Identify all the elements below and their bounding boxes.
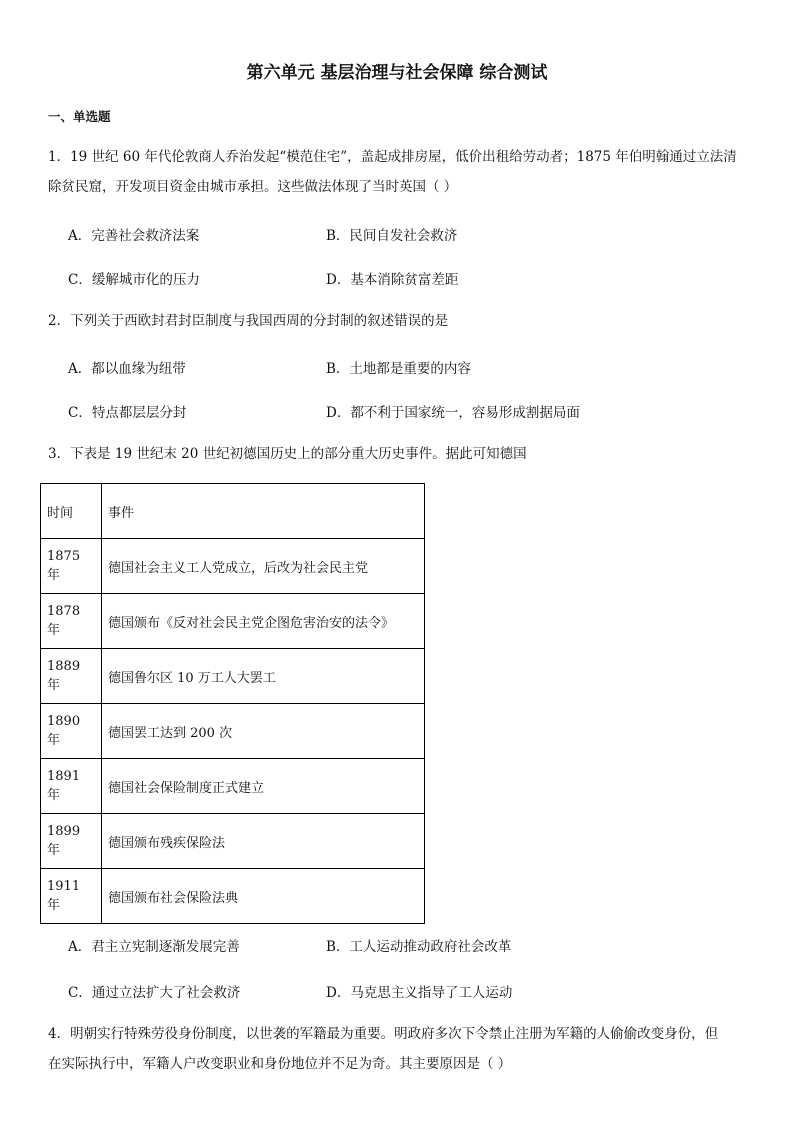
question-1-line-2: 除贫民窟，开发项目资金由城市承担。这些做法体现了当时英国（ ）: [48, 179, 458, 195]
table-cell-event: 德国社会主义工人党成立，后改为社会民主党: [102, 539, 425, 594]
question-2-option-c: C．特点都层层分封: [68, 405, 187, 421]
table-cell-event: 德国鲁尔区 10 万工人大罢工: [102, 649, 425, 704]
table-cell-event: 德国颁布《反对社会民主党企图危害治安的法令》: [102, 594, 425, 649]
table-cell-year: 1899 年: [41, 814, 102, 869]
table-header-row: [41, 484, 425, 539]
table-cell-event: 德国颁布社会保险法典: [102, 869, 425, 924]
table-row: [41, 759, 425, 814]
table-row: [41, 649, 425, 704]
table-cell-year: 1889 年: [41, 649, 102, 704]
question-1-stem: [48, 142, 748, 202]
question-3-option-a: A．君主立宪制逐渐发展完善: [68, 939, 240, 955]
section-heading: 一、单选题: [48, 109, 111, 124]
table-cell-year: 1911 年: [41, 869, 102, 924]
table-cell-event: 德国颁布残疾保险法: [102, 814, 425, 869]
table-cell-year: 1891 年: [41, 759, 102, 814]
table-row: [41, 704, 425, 759]
question-3-option-d: D．马克思主义指导了工人运动: [326, 985, 513, 1001]
table-cell-year: 1878 年: [41, 594, 102, 649]
question-4-line-2: 在实际执行中，军籍人户改变职业和身份地位并不足为奇。其主要原因是（ ）: [48, 1056, 512, 1072]
question-4-line-1: 4．明朝实行特殊劳役身份制度，以世袭的军籍最为重要。明政府多次下令禁止注册为军籍的人偷偷改变身份，但: [48, 1026, 719, 1042]
table-header-cell: 事件: [102, 484, 425, 539]
table-cell-event: 德国社会保险制度正式建立: [102, 759, 425, 814]
question-2-option-b: B．土地都是重要的内容: [326, 361, 471, 377]
table-row: [41, 539, 425, 594]
question-3-option-b: B．工人运动推动政府社会改革: [326, 939, 512, 955]
table-row: [41, 869, 425, 924]
question-2-option-a: A．都以血缘为纽带: [68, 361, 186, 377]
table-row: [41, 594, 425, 649]
table-cell-year: 1875 年: [41, 539, 102, 594]
question-3-option-c: C．通过立法扩大了社会救济: [68, 985, 241, 1001]
question-1-option-c: C．缓解城市化的压力: [68, 272, 200, 288]
table-cell-event: 德国罢工达到 200 次: [102, 704, 425, 759]
question-1-option-a: A．完善社会救济法案: [68, 228, 200, 244]
question-1-option-d: D．基本消除贫富差距: [326, 272, 459, 288]
table-cell-year: 1890 年: [41, 704, 102, 759]
events-table: [40, 483, 425, 924]
question-4-stem: [48, 1019, 748, 1079]
page-title: 第六单元 基层治理与社会保障 综合测试: [246, 63, 548, 83]
table-row: [41, 814, 425, 869]
question-2-option-d: D．都不利于国家统一，容易形成割据局面: [326, 405, 580, 421]
question-3-stem: 3．下表是 19 世纪末 20 世纪初德国历史上的部分重大历史事件。据此可知德国: [48, 446, 527, 462]
question-1-line-1: 1．19 世纪 60 年代伦敦商人乔治发起“模范住宅”，盖起成排房屋，低价出租给劳动者；1875 年伯明翰通过立法清: [48, 149, 737, 165]
question-1-option-b: B．民间自发社会救济: [326, 228, 458, 244]
question-2-stem: 2．下列关于西欧封君封臣制度与我国西周的分封制的叙述错误的是: [48, 313, 449, 329]
table-header-cell: 时间: [41, 484, 102, 539]
